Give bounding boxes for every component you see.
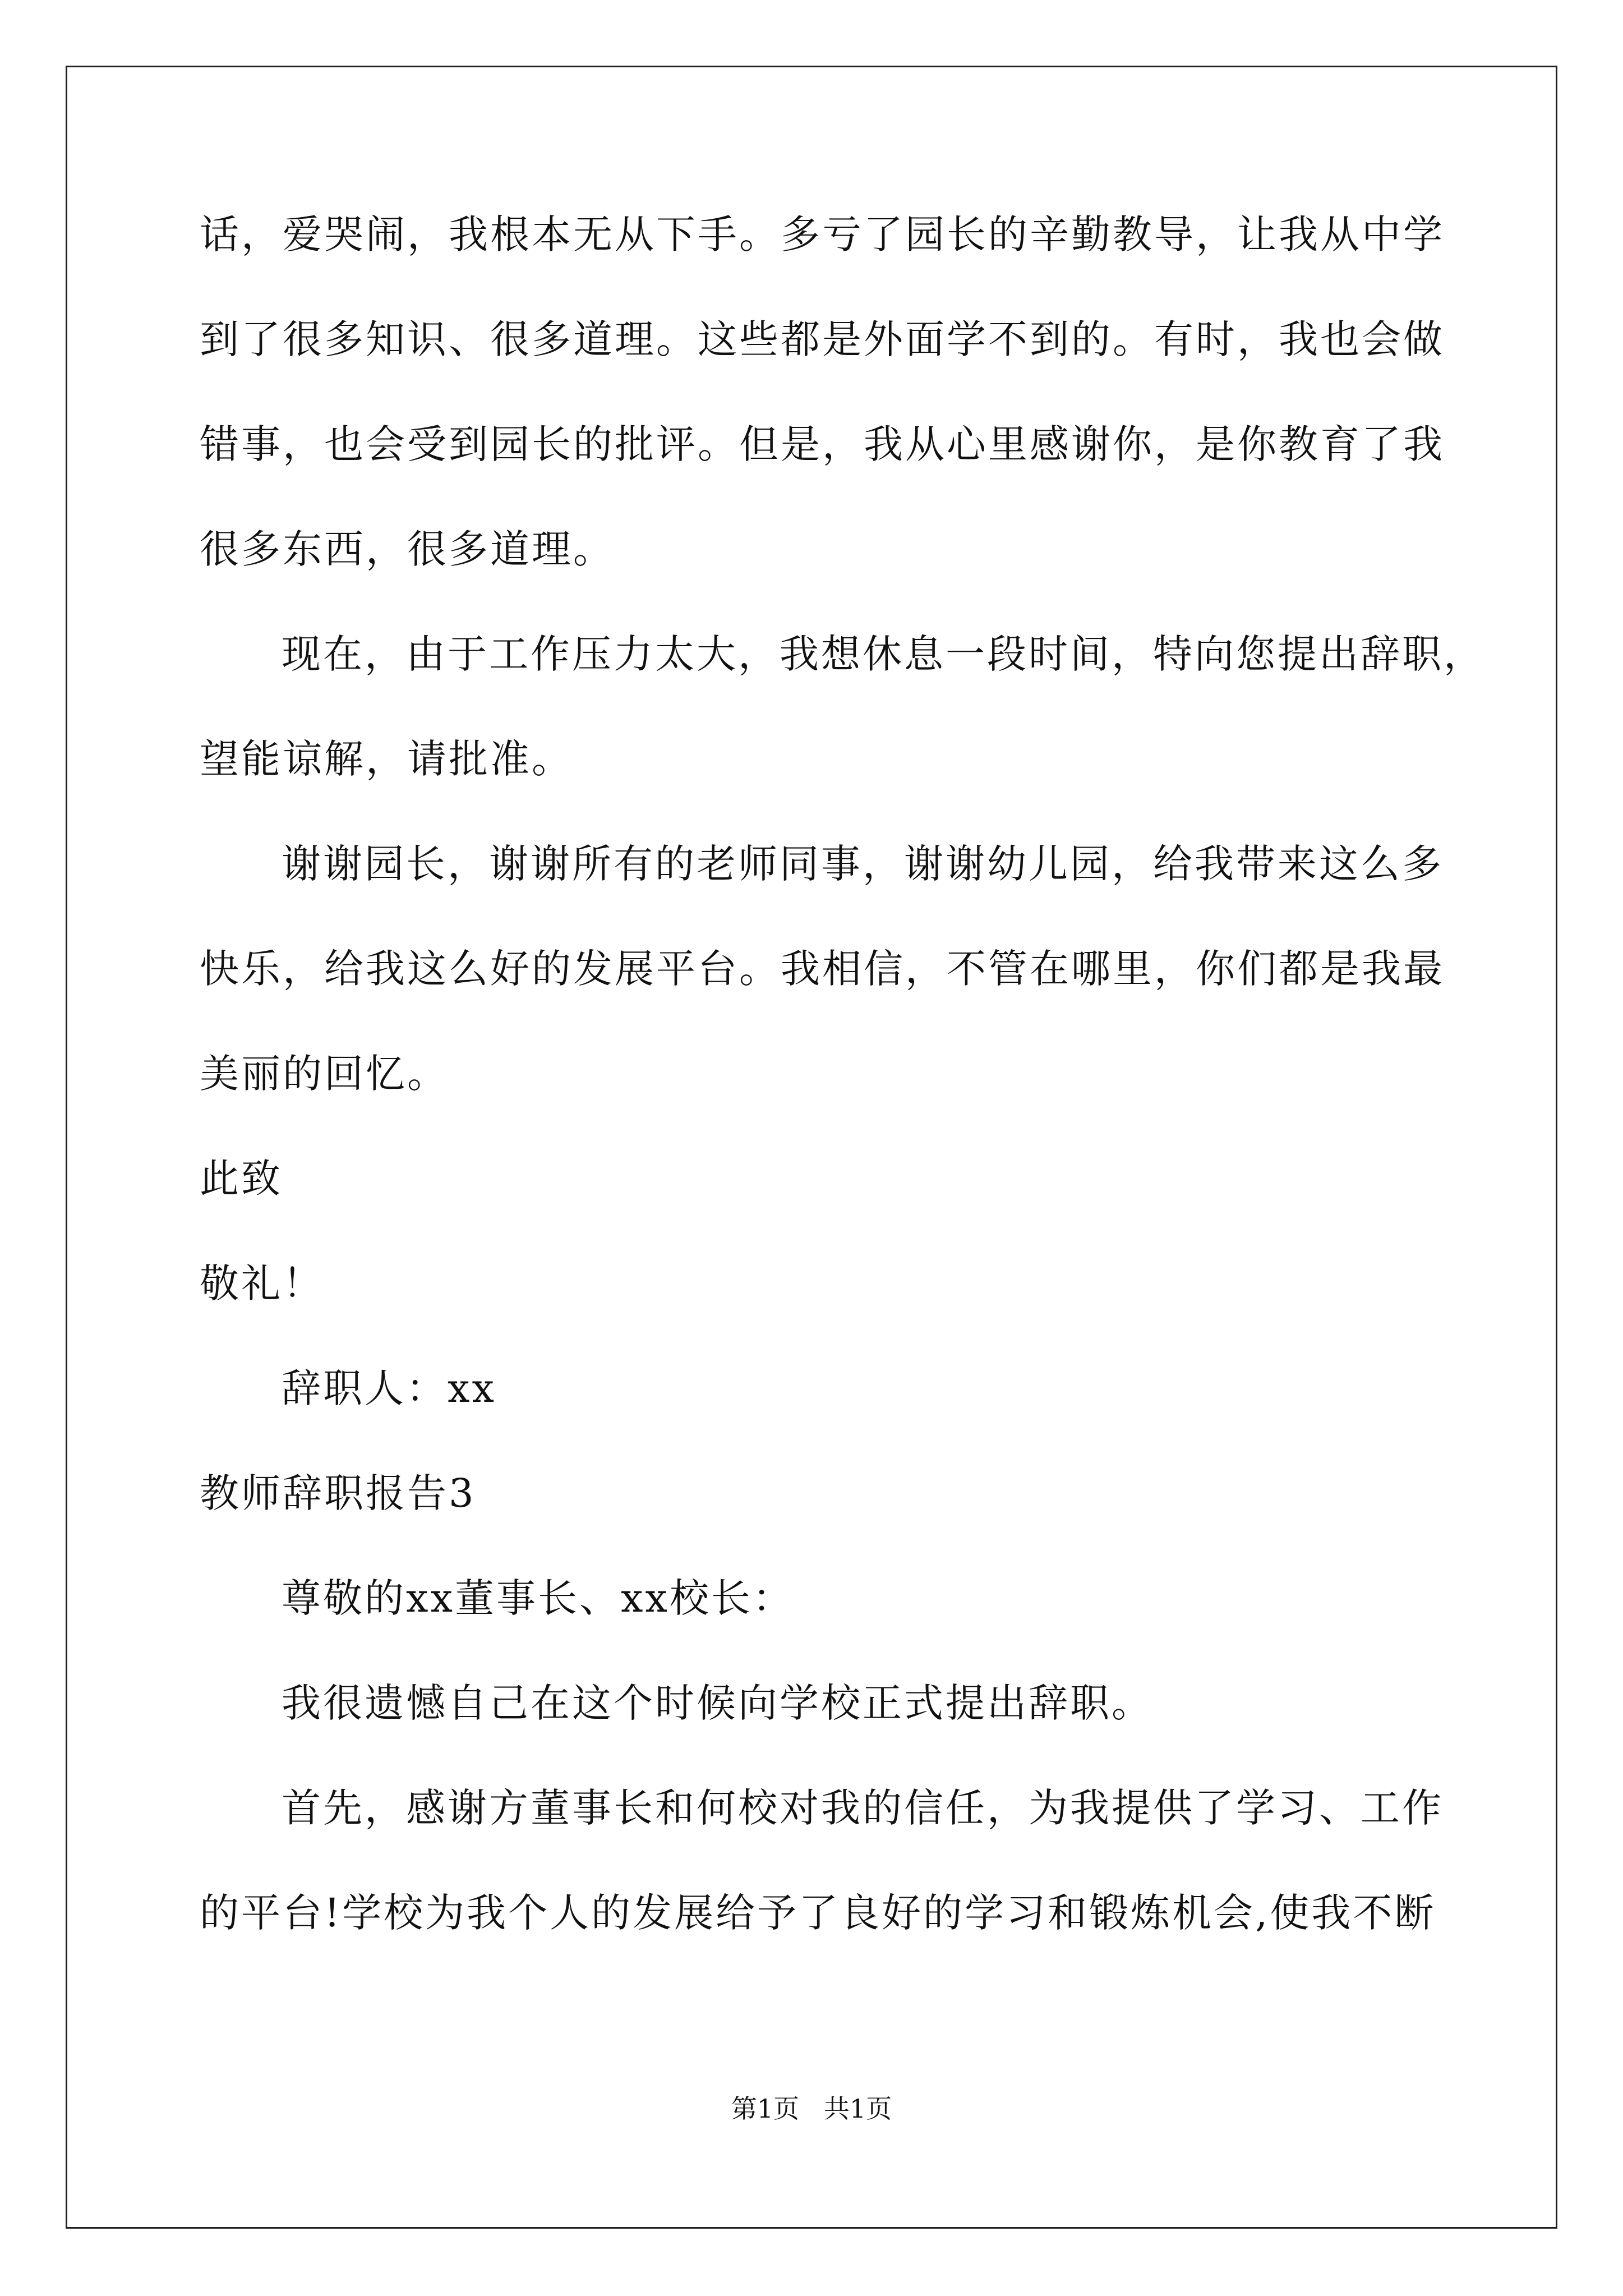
- paragraph-start: 谢谢园长，谢谢所有的老师同事，谢谢幼儿园，给我带来这么多: [282, 841, 1444, 887]
- body-line: 望能谅解，请批准。: [200, 736, 573, 782]
- body-line: 话，爱哭闹，我根本无从下手。多亏了园长的辛勤教导，让我从中学: [200, 211, 1445, 257]
- section-title: 教师辞职报告3: [200, 1470, 476, 1516]
- paragraph-start: 首先，感谢方董事长和何校对我的信任，为我提供了学习、工作: [282, 1785, 1444, 1831]
- body-line: 的平台!学校为我个人的发展给予了良好的学习和锻炼机会,使我不断: [200, 1890, 1436, 1936]
- signature-line: 辞职人：xx: [282, 1365, 496, 1411]
- body-line: 到了很多知识、很多道理。这些都是外面学不到的。有时，我也会做: [200, 316, 1445, 362]
- body-line: 美丽的回忆。: [200, 1051, 449, 1097]
- body-line: 错事，也会受到园长的批评。但是，我从心里感谢你，是你教育了我: [200, 421, 1445, 467]
- letter-greeting: 尊敬的xx董事长、xx校长：: [282, 1575, 794, 1621]
- paragraph-start: 我很遗憾自己在这个时候向学校正式提出辞职。: [282, 1680, 1153, 1726]
- paragraph-start: 现在，由于工作压力太大，我想休息一段时间，特向您提出辞职，: [282, 631, 1485, 677]
- body-line: 很多东西，很多道理。: [200, 526, 615, 572]
- body-line: 快乐，给我这么好的发展平台。我相信，不管在哪里，你们都是我最: [200, 946, 1445, 992]
- page-footer: 第1页 共1页: [731, 2093, 892, 2124]
- closing-line: 此致: [200, 1156, 283, 1202]
- salutation-line: 敬礼！: [200, 1260, 324, 1306]
